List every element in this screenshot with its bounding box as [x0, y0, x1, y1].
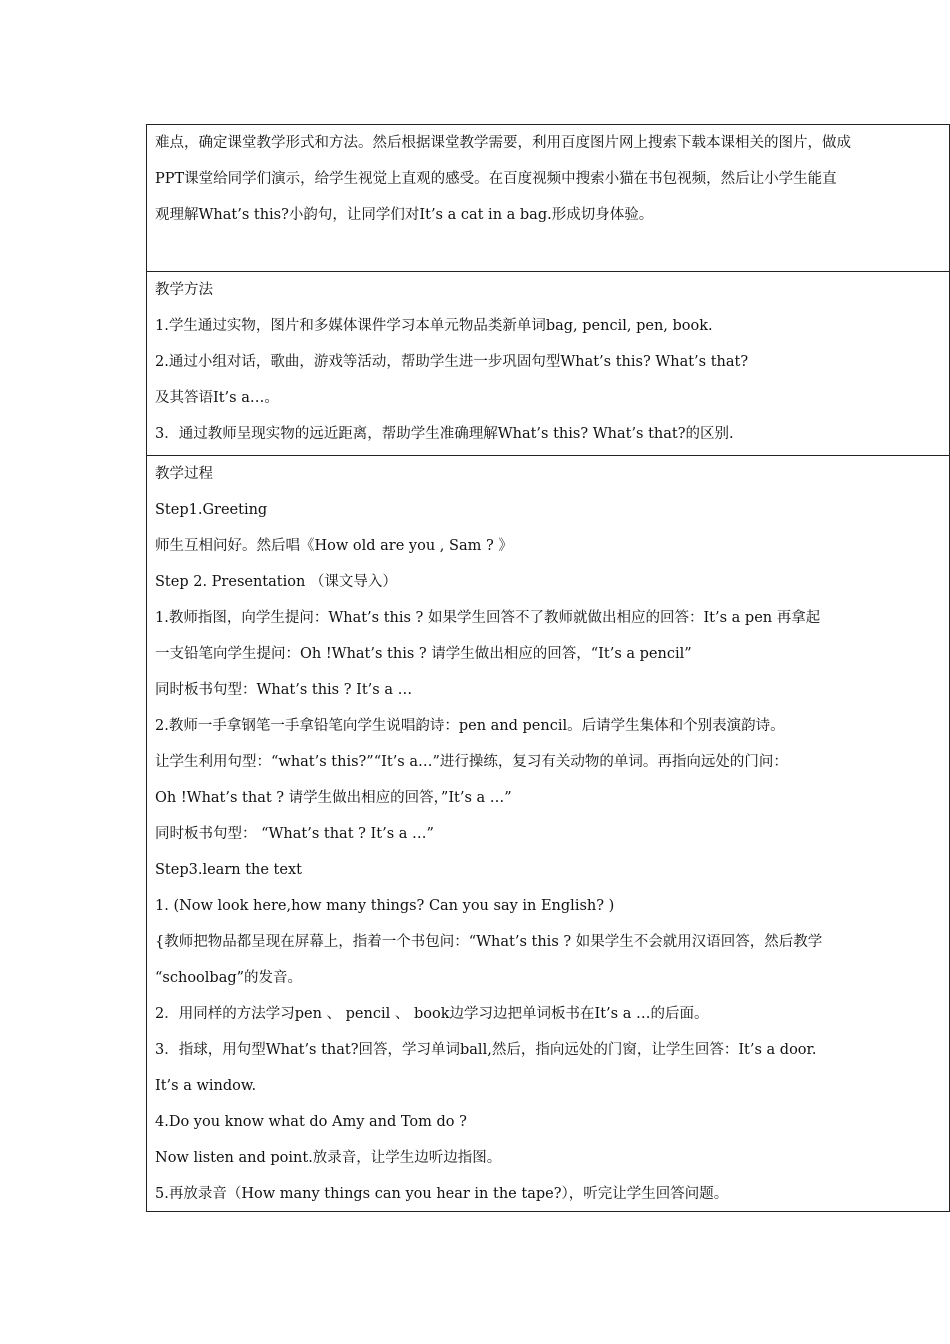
lesson-plan-table: [146, 124, 950, 1212]
method-line-3: 及其答语It’s a…。: [155, 390, 279, 406]
process-line-15: 2．用同样的方法学习pen 、 pencil 、 book边学习边把单词板书在It’s a …的后面。: [155, 1006, 709, 1022]
process-line-17: It’s a window.: [155, 1078, 257, 1094]
process-line-10: 同时板书句型： “What’s that ? It’s a …”: [155, 826, 434, 842]
process-line-18: 4.Do you know what do Amy and Tom do ?: [155, 1114, 467, 1130]
process-line-5: 一支铅笔向学生提问：Oh !What’s this ? 请学生做出相应的回答，“It’s a pencil”: [155, 646, 692, 662]
process-line-14: “schoolbag”的发音。: [155, 970, 303, 986]
process-line-6: 同时板书句型：What’s this ? It’s a …: [155, 682, 413, 698]
intro-line-1: 难点，确定课堂教学形式和方法。然后根据课堂教学需要，利用百度图片网上搜索下载本课相关的图片，做成: [155, 135, 851, 151]
process-line-4: 1.教师指图，向学生提问：What’s this ? 如果学生回答不了教师就做出相应的回答：It’s a pen 再拿起: [155, 610, 821, 626]
process-line-9: Oh !What’s that ? 请学生做出相应的回答，”It’s a …”: [155, 790, 512, 806]
process-line-7: 2.教师一手拿钢笔一手拿铅笔向学生说唱韵诗：pen and pencil。后请学生集体和个别表演韵诗。: [155, 718, 785, 734]
process-line-3: Step 2. Presentation （课文导入）: [155, 574, 397, 590]
process-line-12: 1. (Now look here,how many things? Can you say in English? ): [155, 898, 615, 914]
intro-cell: [147, 125, 950, 271]
teaching-method-title: 教学方法: [155, 282, 213, 298]
intro-line-3: 观理解What’s this?小韵句，让同学们对It’s a cat in a bag.形成切身体验。: [155, 207, 654, 223]
process-line-20: 5.再放录音（How many things can you hear in the tape?），听完让学生回答问题。: [155, 1186, 729, 1202]
method-line-2: 2.通过小组对话，歌曲，游戏等活动，帮助学生进一步巩固句型What’s this? What’s that?: [155, 354, 749, 370]
method-line-1: 1.学生通过实物，图片和多媒体课件学习本单元物品类新单词bag, pencil, pen, book.: [155, 318, 713, 334]
process-line-19: Now listen and point.放录音，让学生边听边指图。: [155, 1150, 502, 1166]
method-line-4: 3．通过教师呈现实物的远近距离，帮助学生准确理解What’s this? What’s that?的区别.: [155, 426, 734, 442]
process-line-8: 让学生利用句型：“what’s this?”“It’s a…”进行操练，复习有关动物的单词。再指向远处的门问：: [155, 754, 788, 770]
process-line-16: 3．指球，用句型What’s that?回答，学习单词ball,然后，指向远处的门窗，让学生回答：It’s a door.: [155, 1042, 817, 1058]
process-line-13: {教师把物品都呈现在屏幕上，指着一个书包问：“What’s this ? 如果学生不会就用汉语回答，然后教学: [155, 934, 823, 950]
teaching-process-cell: [147, 455, 950, 1211]
process-line-11: Step3.learn the text: [155, 862, 302, 878]
process-line-2: 师生互相问好。然后唱《How old are you , Sam ? 》: [155, 538, 513, 554]
intro-line-2: PPT课堂给同学们演示，给学生视觉上直观的感受。在百度视频中搜索小猫在书包视频，然后让小学生能直: [155, 171, 837, 187]
teaching-process-title: 教学过程: [155, 466, 213, 482]
teaching-method-cell: [147, 271, 950, 455]
process-line-1: Step1.Greeting: [155, 502, 268, 518]
